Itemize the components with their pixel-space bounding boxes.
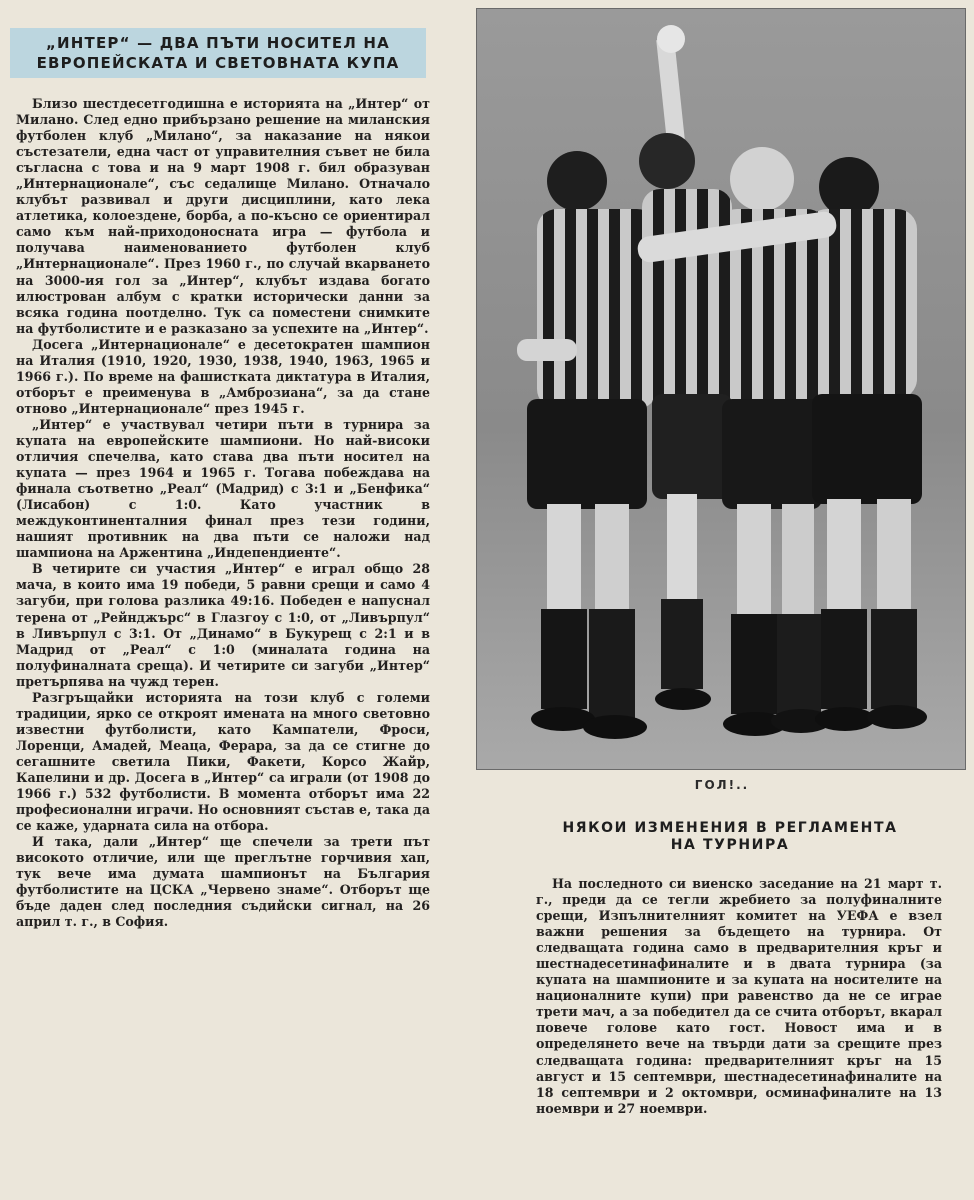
article-title [10,28,426,78]
article-body [16,96,430,930]
article-title-line-2: ЕВРОПЕЙСКАТА И СВЕТОВНАТА КУПА [36,54,400,72]
article-paragraph: В четирите си участия „Интер“ е играл общо 28 мача, в които има 19 победи, 5 равни срещи и само 4 загуби, при голова разлика 49:16. Победен е напуснал терена от „Рейнджърс“ в Глазгоу с 1:0, от „Ливърпул“ в Ливърпул с 3:1. От „Динамо“ в Букурещ с 2:1 и в Мадрид от „Реал“ с 1:0 (миналата година на полуфиналната среща). И четирите си загуби „Интер“ претърпява на чужд терен. [16,561,430,689]
football-players-image [477,9,965,769]
article-paragraph: Досега „Интернационале“ е десетократен шампион на Италия (1910, 1920, 1930, 1938, 1940, 1963, 1965 и 1966 г.). По време на фашистката диктатура в Италия, отборът е преименува в „Амброзиана“, за да стане отново „Интернационале“ през 1945 г. [16,336,430,416]
article-paragraph: И така, дали „Интер“ ще спечели за трети път високото отличие, или ще преглътне горчивия хап, тук вече има думата шампионът на България футболистите на ЦСКА „Червено знаме“. Отборът ще бъде даден след последния съдийски сигнал, на 26 април т. г., в София. [16,834,430,930]
right-column [470,0,974,1200]
sidebar-heading [510,820,950,854]
article-paragraph: „Интер“ е участвувал четири пъти в турнира за купата на европейските шампиони. Но най-високи отличия спечелва, като става два пъти носител на купата — през 1964 и 1965 г. Тогава побеждава на финала съответно „Реал“ (Мадрид) с 3:1 и „Бенфика“ (Лисабон) с 1:0. Като участник в междуконтиненталния финал през тези години, нашият противник на два пъти се наложи над шампиона на Аржентина „Индепендиенте“. [16,416,430,561]
article-paragraph: Разгръщайки историята на този клуб с големи традиции, ярко се откроят имената на много световно известни футболисти, като Кампатели, Фроси, Лоренци, Амадей, Меаца, Ферара, за да се стигне до сегашните светила Пики, Факети, Корсо Жайр, Капелини и др. Досега в „Интер“ са играли (от 1908 до 1966 г.) 532 футболисти. В момента отборът има 22 професионални играчи. Но основният състав е, така да се каже, ударната сила на отбора. [16,689,430,834]
sidebar-heading-line-1: НЯКОИ ИЗМЕНЕНИЯ В РЕГЛАМЕНТА [562,820,898,836]
article-title-line-1: „ИНТЕР“ — ДВА ПЪТИ НОСИТЕЛ НА [45,34,390,52]
sidebar-paragraph: На последното си виенско заседание на 21 март т. г., преди да се тегли жребието за полуфиналните срещи, Изпълнителният комитет на УЕФА е взел важни решения за бъдещето на турнира. От следващата година само в предварителния кръг и шестнадесетинафиналите и в двата турнира (за купата на шампионите и за купата на носителите на националните купи) при равенство да не се играе трети мач, а за победител да се счита отборът, вкарал повече голове като гост. Новост има и в определянето вече на твърди дати за срещите през следващата година: предварителният кръг на 15 август и 15 септември, шестнадесетинафиналите на 18 септември и 2 октомври, осминафиналите на 13 ноември и 27 ноември. [536,876,942,1116]
left-column [0,0,444,1200]
sidebar-heading-line-2: НА ТУРНИРА [670,837,790,853]
article-paragraph: Близо шестдесетгодишна е историята на „Интер“ от Милано. След едно прибързано решение на миланския футболен клуб „Милано“, за наказание на някои състезатели, една част от управителния съвет не била съгласна с това и на 9 март 1908 г. бил образуван „Интернационале“, със седалище Милано. Отначало клубът развивал и други дисциплини, като лека атлетика, колоездене, борба, а по-късно се ориентирал само към най-приходоносната игра — футбола и получава наименованието футболен клуб „Интернационале“. През 1960 г., по случай вкарването на 3000-ия гол за „Интер“, клубът издава богато илюстрован албум с кратки исторически данни за всяка година поотделно. Тук са поместени снимките на футболистите и е разказано за успехите на „Интер“. [16,96,430,336]
goal-celebration-photo [476,8,966,770]
sidebar-body [536,876,942,1117]
photo-caption: ГОЛ!.. [694,778,750,792]
